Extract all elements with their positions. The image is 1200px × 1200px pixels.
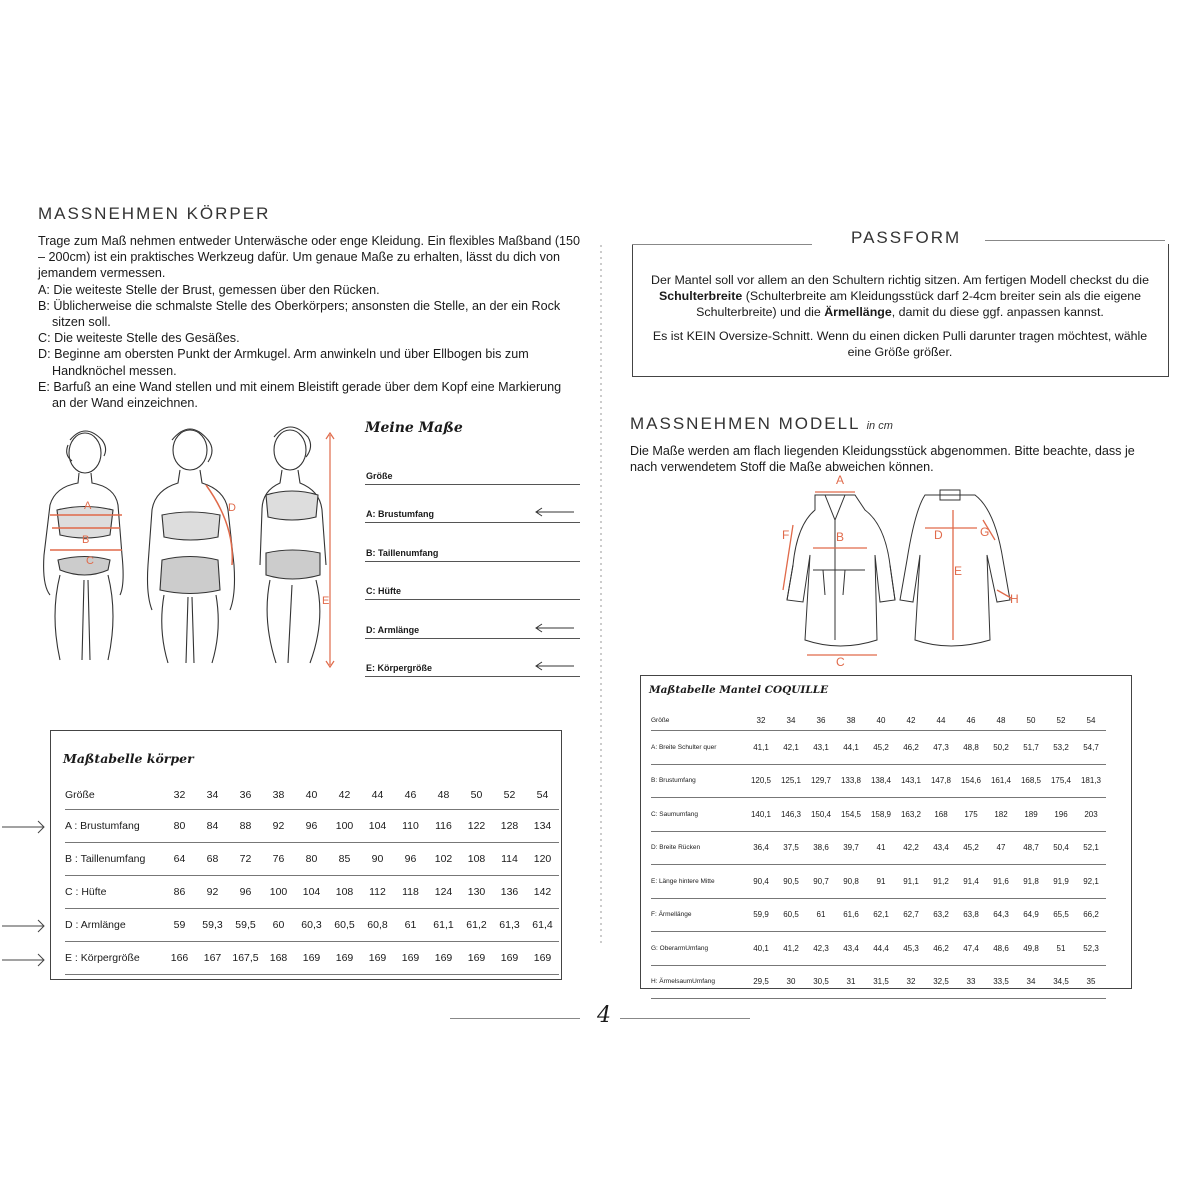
meine-masse-row[interactable] — [365, 600, 580, 639]
table-cell: 46,2 — [896, 731, 926, 765]
row-label: Größe — [65, 781, 163, 810]
table-cell: 34 — [1016, 965, 1046, 999]
table-row — [65, 876, 559, 909]
arrow-right-icon — [2, 920, 44, 932]
row-label: Größe — [651, 710, 746, 731]
table-cell: 125,1 — [776, 764, 806, 798]
table-cell: 61 — [394, 909, 427, 942]
table-cell: 38,6 — [806, 831, 836, 865]
table-cell: 52 — [493, 781, 526, 810]
table-cell: 168 — [926, 798, 956, 832]
table-cell: 50 — [1016, 710, 1046, 731]
table-cell: 32 — [746, 710, 776, 731]
row-label: G: OberarmUmfang — [651, 932, 746, 966]
body-table — [65, 781, 559, 975]
table-cell: 33,5 — [986, 965, 1016, 999]
table-cell: 68 — [196, 843, 229, 876]
row-label: E: Körpergröße — [366, 663, 433, 673]
table-cell: 120,5 — [746, 764, 776, 798]
instruction-a: A: Die weiteste Stelle der Brust, gemessen über den Rücken. — [38, 282, 380, 297]
table-cell: 146,3 — [776, 798, 806, 832]
table-cell: 41 — [866, 831, 896, 865]
label-b: B — [82, 534, 90, 546]
table-cell: 102 — [427, 843, 460, 876]
table-row — [65, 942, 559, 975]
table-cell: 48,8 — [956, 731, 986, 765]
table-cell: 108 — [328, 876, 361, 909]
label-d: D — [228, 502, 236, 514]
table-cell: 47,3 — [926, 731, 956, 765]
rule — [632, 244, 812, 245]
table-cell: 39,7 — [836, 831, 866, 865]
modell-text: Die Maße werden am flach liegenden Kleidungsstück abgenommen. Bitte beachte, dass je nach verwendetem Stoff die Maße abweichen können. — [630, 444, 1135, 474]
table-cell: 48 — [427, 781, 460, 810]
table-cell: 63,8 — [956, 898, 986, 932]
label-c: C — [86, 555, 94, 567]
coat-size-table — [640, 675, 1132, 989]
meine-masse-title: Meine Maße — [365, 420, 463, 436]
table-cell: 169 — [460, 942, 493, 975]
row-label: D : Armlänge — [65, 909, 163, 942]
table-cell: 175,4 — [1046, 764, 1076, 798]
table-cell: 90,4 — [746, 865, 776, 899]
table-cell: 154,6 — [956, 764, 986, 798]
figure-back — [148, 429, 235, 663]
instruction-d-cont: Handknöchel messen. — [52, 363, 177, 378]
coat-label-g: G — [980, 525, 990, 539]
unit-label: in cm — [866, 420, 893, 432]
instruction-d: D: Beginne am obersten Punkt der Armkugel. Arm anwinkeln und über Ellbogen bis zum — [38, 347, 529, 362]
table-cell: 92,1 — [1076, 865, 1106, 899]
table-cell: 72 — [229, 843, 262, 876]
table-cell: 31 — [836, 965, 866, 999]
meine-masse-row[interactable] — [365, 523, 580, 562]
meine-masse-row[interactable] — [365, 446, 580, 485]
table-cell: 59,3 — [196, 909, 229, 942]
table-cell: 49,8 — [1016, 932, 1046, 966]
table-cell: 54 — [526, 781, 559, 810]
table-cell: 91,6 — [986, 865, 1016, 899]
passform-paragraph-2: Es ist KEIN Oversize-Schnitt. Wenn du einen dicken Pulli darunter tragen möchtest, wähle eine Größe größer. — [652, 329, 1148, 359]
table-cell: 64,3 — [986, 898, 1016, 932]
table-row — [651, 831, 1106, 865]
table-cell: 90 — [361, 843, 394, 876]
table-row — [651, 798, 1106, 832]
row-label: A : Brustumfang — [65, 810, 163, 843]
table-cell: 48,6 — [986, 932, 1016, 966]
coat-label-a: A — [836, 473, 845, 487]
table-cell: 48,7 — [1016, 831, 1046, 865]
table-cell: 34 — [196, 781, 229, 810]
rule — [620, 1018, 750, 1019]
table-cell: 34,5 — [1046, 965, 1076, 999]
meine-masse-row[interactable] — [365, 485, 580, 524]
table-cell: 122 — [460, 810, 493, 843]
meine-masse-row[interactable] — [365, 562, 580, 601]
table-cell: 60 — [262, 909, 295, 942]
passform-paragraph-1: Der Mantel soll vor allem an den Schultern richtig sitzen. Am fertigen Modell checkst du die Schulterbreite (Schulterbreite am Kleidungsstück darf 2-4cm breiter sein als die eigene Schulterbreite) und die Ärmellänge, damit du diese ggf. anpassen kannst. — [651, 273, 1149, 319]
coat-label-c: C — [836, 655, 845, 669]
table-cell: 54,7 — [1076, 731, 1106, 765]
row-label: D: Breite Rücken — [651, 831, 746, 865]
table-cell: 38 — [836, 710, 866, 731]
table-cell: 35 — [1076, 965, 1106, 999]
table-cell: 52 — [1046, 710, 1076, 731]
table-row — [651, 932, 1106, 966]
table-cell: 66,2 — [1076, 898, 1106, 932]
table-header-row — [651, 710, 1106, 731]
row-label: C : Hüfte — [65, 876, 163, 909]
table-cell: 60,5 — [776, 898, 806, 932]
table-cell: 37,5 — [776, 831, 806, 865]
coat-label-d: D — [934, 528, 943, 542]
table-cell: 59 — [163, 909, 196, 942]
table-cell: 138,4 — [866, 764, 896, 798]
table-cell: 45,3 — [896, 932, 926, 966]
table-cell: 61,3 — [493, 909, 526, 942]
table-cell: 52,3 — [1076, 932, 1106, 966]
table-cell: 32,5 — [926, 965, 956, 999]
table-row — [651, 865, 1106, 899]
table-cell: 114 — [493, 843, 526, 876]
table-cell: 46 — [394, 781, 427, 810]
row-label: B: Brustumfang — [651, 764, 746, 798]
table-cell: 53,2 — [1046, 731, 1076, 765]
table-cell: 130 — [460, 876, 493, 909]
table-cell: 41,1 — [746, 731, 776, 765]
table-cell: 169 — [295, 942, 328, 975]
table-cell: 51 — [1046, 932, 1076, 966]
table-cell: 47 — [986, 831, 1016, 865]
row-label: A: Breite Schulter quer — [651, 731, 746, 765]
table-cell: 61,6 — [836, 898, 866, 932]
table-cell: 41,2 — [776, 932, 806, 966]
table-cell: 169 — [427, 942, 460, 975]
table-cell: 168,5 — [1016, 764, 1046, 798]
table-cell: 62,7 — [896, 898, 926, 932]
table-cell: 166 — [163, 942, 196, 975]
row-label: A: Brustumfang — [366, 509, 434, 519]
table-cell: 189 — [1016, 798, 1046, 832]
coat-table-title: Maßtabelle Mantel COQUILLE — [649, 684, 829, 696]
table-cell: 100 — [328, 810, 361, 843]
table-cell: 61,1 — [427, 909, 460, 942]
table-cell: 163,2 — [896, 798, 926, 832]
table-cell: 52,1 — [1076, 831, 1106, 865]
table-cell: 76 — [262, 843, 295, 876]
label-a: A — [84, 500, 92, 512]
table-cell: 42 — [328, 781, 361, 810]
table-cell: 91,8 — [1016, 865, 1046, 899]
table-cell: 51,7 — [1016, 731, 1046, 765]
table-cell: 90,7 — [806, 865, 836, 899]
table-row — [651, 898, 1106, 932]
table-cell: 86 — [163, 876, 196, 909]
coat-label-e: E — [954, 564, 963, 578]
instruction-b-cont: sitzen soll. — [52, 315, 111, 330]
table-cell: 169 — [328, 942, 361, 975]
arrow-left-icon — [534, 661, 574, 671]
table-cell: 33 — [956, 965, 986, 999]
arrow-left-icon — [534, 507, 574, 517]
meine-masse-form — [365, 420, 580, 677]
table-cell: 30,5 — [806, 965, 836, 999]
table-cell: 116 — [427, 810, 460, 843]
row-label: E : Körpergröße — [65, 942, 163, 975]
table-cell: 45,2 — [956, 831, 986, 865]
table-cell: 147,8 — [926, 764, 956, 798]
label-e: E — [322, 595, 330, 607]
rule — [985, 240, 1165, 241]
table-row — [651, 731, 1106, 765]
table-cell: 91,1 — [896, 865, 926, 899]
table-cell: 90,8 — [836, 865, 866, 899]
table-cell: 108 — [460, 843, 493, 876]
table-cell: 92 — [262, 810, 295, 843]
table-cell: 104 — [361, 810, 394, 843]
table-cell: 42,3 — [806, 932, 836, 966]
table-cell: 169 — [361, 942, 394, 975]
table-cell: 42 — [896, 710, 926, 731]
table-cell: 128 — [493, 810, 526, 843]
body-size-table — [50, 730, 562, 980]
meine-masse-row[interactable] — [365, 639, 580, 678]
table-cell: 44 — [926, 710, 956, 731]
table-cell: 91,2 — [926, 865, 956, 899]
row-label: B: Taillenumfang — [366, 547, 439, 558]
table-cell: 54 — [1076, 710, 1106, 731]
table-cell: 104 — [295, 876, 328, 909]
table-cell: 59,5 — [229, 909, 262, 942]
table-cell: 84 — [196, 810, 229, 843]
row-label: H: ÄrmelsaumUmfang — [651, 965, 746, 999]
table-row — [65, 909, 559, 942]
table-cell: 43,1 — [806, 731, 836, 765]
table-cell: 30 — [776, 965, 806, 999]
row-arrows — [0, 815, 50, 975]
table-cell: 50,4 — [1046, 831, 1076, 865]
table-cell: 96 — [394, 843, 427, 876]
table-cell: 140,1 — [746, 798, 776, 832]
row-label: D: Armlänge — [366, 624, 420, 635]
figure-side — [260, 427, 326, 663]
table-cell: 50 — [460, 781, 493, 810]
table-cell: 136 — [493, 876, 526, 909]
section-title-massnehmen-koerper: MASSNEHMEN KÖRPER — [38, 204, 271, 223]
instruction-e: E: Barfuß an eine Wand stellen und mit einem Bleistift gerade über dem Kopf eine Markierung — [38, 379, 562, 394]
table-cell: 167 — [196, 942, 229, 975]
row-label: Größe — [366, 470, 393, 481]
table-cell: 40 — [295, 781, 328, 810]
table-cell: 46 — [956, 710, 986, 731]
table-cell: 92 — [196, 876, 229, 909]
table-cell: 168 — [262, 942, 295, 975]
table-row — [65, 843, 559, 876]
passform-title: PASSFORM — [845, 228, 967, 248]
table-cell: 96 — [229, 876, 262, 909]
table-cell: 161,4 — [986, 764, 1016, 798]
table-cell: 143,1 — [896, 764, 926, 798]
table-cell: 129,7 — [806, 764, 836, 798]
passform-text — [640, 272, 1160, 368]
table-cell: 142 — [526, 876, 559, 909]
table-cell: 40,1 — [746, 932, 776, 966]
table-cell: 158,9 — [866, 798, 896, 832]
table-cell: 64 — [163, 843, 196, 876]
table-cell: 196 — [1046, 798, 1076, 832]
body-measurement-figures — [30, 425, 360, 675]
table-cell: 124 — [427, 876, 460, 909]
table-row — [65, 810, 559, 843]
table-cell: 88 — [229, 810, 262, 843]
table-cell: 91,4 — [956, 865, 986, 899]
coat-front — [787, 495, 895, 646]
table-cell: 169 — [493, 942, 526, 975]
table-cell: 90,5 — [776, 865, 806, 899]
table-cell: 48 — [986, 710, 1016, 731]
table-cell: 182 — [986, 798, 1016, 832]
instruction-e-cont: an der Wand einzeichnen. — [52, 396, 198, 411]
table-cell: 96 — [295, 810, 328, 843]
table-cell: 64,9 — [1016, 898, 1046, 932]
table-cell: 32 — [163, 781, 196, 810]
table-cell: 44,4 — [866, 932, 896, 966]
row-label: C: Saumumfang — [651, 798, 746, 832]
table-cell: 120 — [526, 843, 559, 876]
table-cell: 34 — [776, 710, 806, 731]
arrow-left-icon — [534, 623, 574, 633]
table-cell: 63,2 — [926, 898, 956, 932]
table-cell: 44,1 — [836, 731, 866, 765]
table-cell: 118 — [394, 876, 427, 909]
rule — [450, 1018, 580, 1019]
table-cell: 50,2 — [986, 731, 1016, 765]
table-cell: 45,2 — [866, 731, 896, 765]
table-cell: 91,9 — [1046, 865, 1076, 899]
page-number: 4 — [597, 1003, 611, 1028]
table-cell: 167,5 — [229, 942, 262, 975]
table-cell: 60,8 — [361, 909, 394, 942]
table-cell: 65,5 — [1046, 898, 1076, 932]
section-title-massnehmen-modell: MASSNEHMEN MODELL in cm — [630, 414, 893, 433]
table-cell: 42,1 — [776, 731, 806, 765]
intro-text — [38, 233, 583, 411]
table-cell: 42,2 — [896, 831, 926, 865]
table-cell: 134 — [526, 810, 559, 843]
instruction-c: C: Die weiteste Stelle des Gesäßes. — [38, 331, 240, 346]
table-cell: 110 — [394, 810, 427, 843]
table-cell: 91 — [866, 865, 896, 899]
row-label: E: Länge hintere Mitte — [651, 865, 746, 899]
coat-measurement-figures — [765, 480, 1035, 670]
table-cell: 38 — [262, 781, 295, 810]
row-label: F: Ärmellänge — [651, 898, 746, 932]
table-cell: 32 — [896, 965, 926, 999]
table-cell: 169 — [526, 942, 559, 975]
table-cell: 40 — [866, 710, 896, 731]
arrow-right-icon — [2, 821, 44, 833]
arrow-right-icon — [2, 954, 44, 966]
table-cell: 43,4 — [926, 831, 956, 865]
table-cell: 46,2 — [926, 932, 956, 966]
table-cell: 36 — [229, 781, 262, 810]
table-cell: 203 — [1076, 798, 1106, 832]
table-cell: 31,5 — [866, 965, 896, 999]
table-cell: 61,2 — [460, 909, 493, 942]
coat-label-h: H — [1010, 592, 1019, 606]
table-cell: 60,3 — [295, 909, 328, 942]
table-header-row — [65, 781, 559, 810]
body-table-title: Maßtabelle körper — [63, 751, 194, 766]
row-label: C: Hüfte — [366, 586, 401, 596]
table-cell: 36 — [806, 710, 836, 731]
table-cell: 44 — [361, 781, 394, 810]
table-cell: 175 — [956, 798, 986, 832]
row-label: B : Taillenumfang — [65, 843, 163, 876]
page-divider — [598, 245, 604, 945]
table-cell: 29,5 — [746, 965, 776, 999]
table-cell: 61,4 — [526, 909, 559, 942]
coat-label-b: B — [836, 530, 845, 544]
table-cell: 59,9 — [746, 898, 776, 932]
instruction-b: B: Üblicherweise die schmalste Stelle des Oberkörpers; ansonsten die Stelle, an der ein Rock — [38, 298, 561, 313]
coat-label-f: F — [782, 528, 790, 542]
table-cell: 100 — [262, 876, 295, 909]
intro-paragraph: Trage zum Maß nehmen entweder Unterwäsche oder enge Kleidung. Ein flexibles Maßband (150 – 200cm) ist ein praktisches Werkzeug dafür. Um genaue Maße zu erhalten, lässt du dich von jemandem vermessen. — [38, 234, 581, 281]
table-cell: 36,4 — [746, 831, 776, 865]
table-cell: 133,8 — [836, 764, 866, 798]
table-cell: 60,5 — [328, 909, 361, 942]
table-cell: 43,4 — [836, 932, 866, 966]
table-cell: 47,4 — [956, 932, 986, 966]
table-row — [651, 764, 1106, 798]
table-cell: 181,3 — [1076, 764, 1106, 798]
table-cell: 154,5 — [836, 798, 866, 832]
table-cell: 80 — [295, 843, 328, 876]
coat-table — [651, 710, 1106, 999]
table-cell: 150,4 — [806, 798, 836, 832]
table-cell: 61 — [806, 898, 836, 932]
table-row — [651, 965, 1106, 999]
table-cell: 169 — [394, 942, 427, 975]
table-cell: 80 — [163, 810, 196, 843]
table-cell: 85 — [328, 843, 361, 876]
table-cell: 112 — [361, 876, 394, 909]
table-cell: 62,1 — [866, 898, 896, 932]
